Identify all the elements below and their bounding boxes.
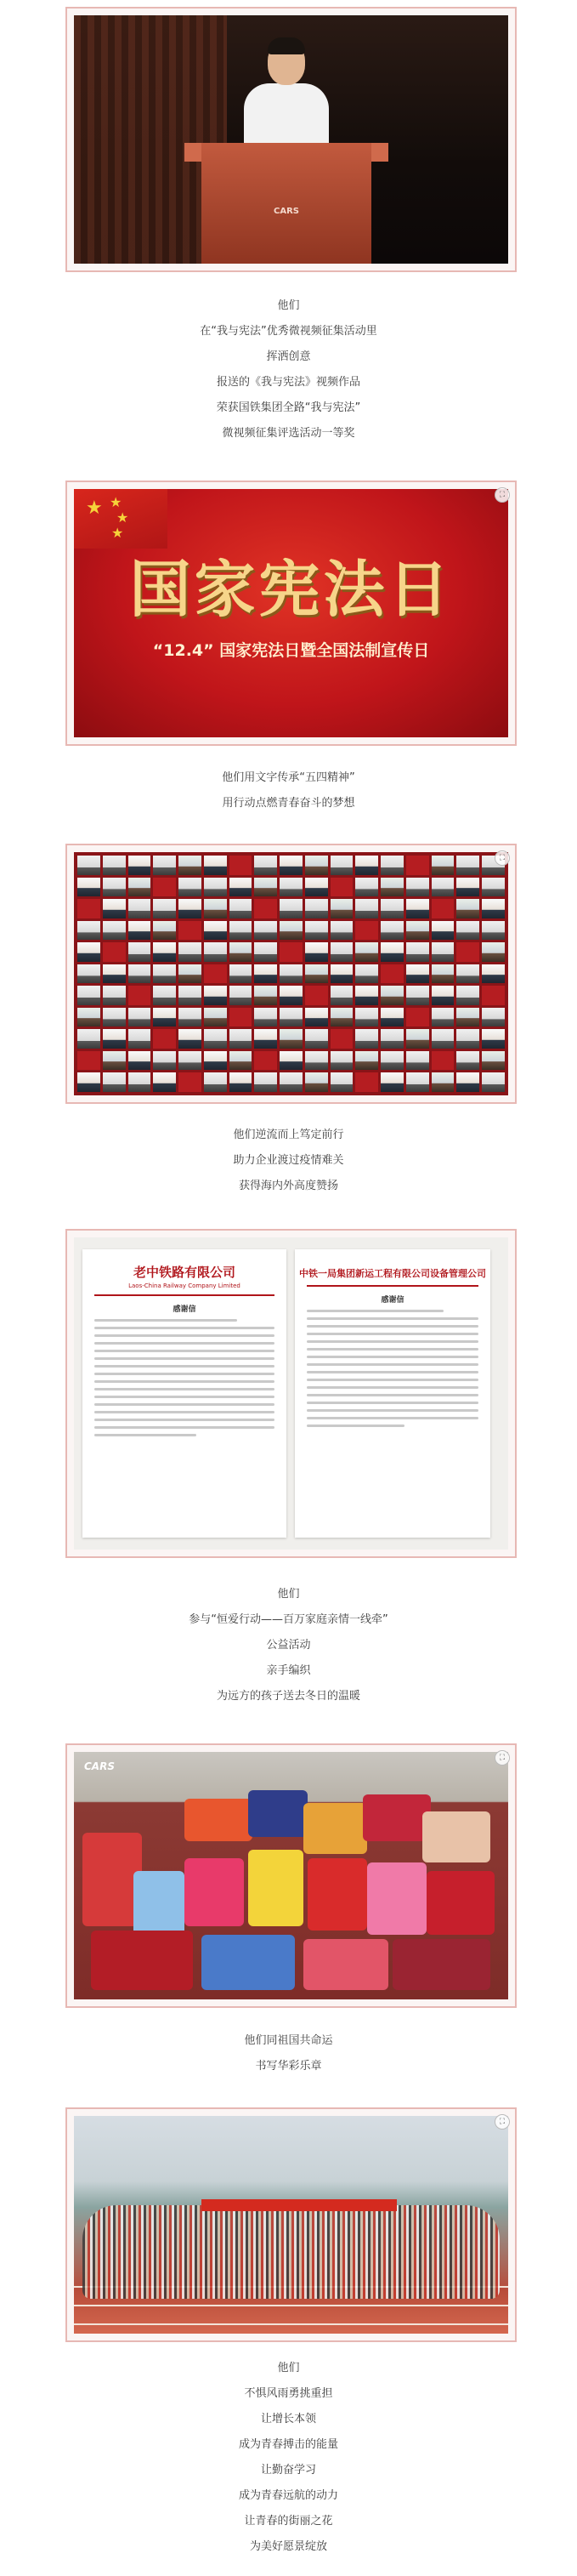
video-tile bbox=[128, 1008, 151, 1027]
video-tile bbox=[381, 942, 404, 962]
video-tile bbox=[153, 1051, 176, 1071]
photo-frame-constitution-day bbox=[65, 481, 517, 746]
video-tile bbox=[103, 1029, 126, 1049]
cars-logo: CARS bbox=[84, 1760, 115, 1772]
video-tile bbox=[280, 878, 303, 897]
video-tile bbox=[77, 986, 100, 1005]
video-tile bbox=[204, 1008, 227, 1027]
video-tile bbox=[254, 1072, 277, 1092]
video-tile bbox=[204, 878, 227, 897]
video-tile bbox=[456, 1029, 479, 1049]
video-tile bbox=[229, 1051, 252, 1071]
photo-frame-knitted-clothes bbox=[65, 1743, 517, 2008]
video-tile bbox=[432, 899, 455, 918]
video-tile bbox=[406, 899, 429, 918]
video-tile bbox=[381, 921, 404, 941]
video-tile bbox=[153, 942, 176, 962]
video-tile bbox=[153, 921, 176, 941]
video-tile bbox=[432, 1051, 455, 1071]
video-tile bbox=[305, 899, 328, 918]
video-tile bbox=[355, 899, 378, 918]
video-tile bbox=[331, 899, 354, 918]
video-tile bbox=[406, 921, 429, 941]
video-tile bbox=[331, 986, 354, 1005]
fullscreen-icon[interactable]: ⛶ bbox=[495, 850, 510, 866]
video-tile bbox=[254, 878, 277, 897]
letter-right: 中铁一局集团新运工程有限公司设备管理公司 感谢信 bbox=[295, 1249, 490, 1538]
video-tile bbox=[204, 1051, 227, 1071]
video-tile bbox=[153, 878, 176, 897]
video-tile bbox=[406, 1051, 429, 1071]
video-tile bbox=[128, 1051, 151, 1071]
video-tile bbox=[229, 1029, 252, 1049]
star-icon: ★ bbox=[111, 525, 124, 541]
video-tile bbox=[77, 878, 100, 897]
video-tile bbox=[432, 878, 455, 897]
banner-subtitle: “12.4” 国家宪法日暨全国法制宣传日 bbox=[152, 641, 430, 660]
video-tile bbox=[381, 986, 404, 1005]
video-tile bbox=[305, 1051, 328, 1071]
video-tile bbox=[254, 1029, 277, 1049]
photo-frame-speaker bbox=[65, 7, 517, 272]
video-tile bbox=[280, 1029, 303, 1049]
video-tile bbox=[103, 878, 126, 897]
video-tile bbox=[103, 921, 126, 941]
video-tile bbox=[229, 878, 252, 897]
video-tile bbox=[204, 942, 227, 962]
video-tile bbox=[229, 964, 252, 984]
video-tile bbox=[153, 964, 176, 984]
video-tile bbox=[280, 1008, 303, 1027]
video-tile bbox=[280, 1072, 303, 1092]
video-tile bbox=[432, 964, 455, 984]
video-tile bbox=[254, 986, 277, 1005]
video-tile bbox=[128, 986, 151, 1005]
constitution-day-banner bbox=[74, 489, 508, 737]
video-tile bbox=[204, 899, 227, 918]
video-tile bbox=[254, 921, 277, 941]
video-tile bbox=[77, 856, 100, 875]
video-tile bbox=[153, 1008, 176, 1027]
video-conference-grid bbox=[74, 852, 508, 1095]
video-tile bbox=[103, 1072, 126, 1092]
video-tile bbox=[355, 921, 378, 941]
video-tile bbox=[305, 986, 328, 1005]
photo-frame-letters bbox=[65, 1229, 517, 1558]
video-tile bbox=[77, 964, 100, 984]
video-tile bbox=[355, 1029, 378, 1049]
video-tile bbox=[178, 964, 201, 984]
video-tile bbox=[331, 878, 354, 897]
video-tile bbox=[482, 921, 505, 941]
video-tile bbox=[381, 964, 404, 984]
video-tile bbox=[456, 899, 479, 918]
video-tile bbox=[178, 942, 201, 962]
video-tile bbox=[355, 942, 378, 962]
video-tile bbox=[153, 1072, 176, 1092]
video-tile bbox=[482, 1051, 505, 1071]
video-tile bbox=[77, 1029, 100, 1049]
video-tile bbox=[204, 856, 227, 875]
video-tile bbox=[254, 856, 277, 875]
video-tile bbox=[229, 942, 252, 962]
video-tile bbox=[153, 856, 176, 875]
video-tile bbox=[432, 921, 455, 941]
caption-5: 他们同祖国共命运 书写华彩乐章 bbox=[244, 2034, 333, 2073]
video-tile bbox=[229, 921, 252, 941]
video-tile bbox=[77, 1008, 100, 1027]
video-tile bbox=[381, 856, 404, 875]
video-tile bbox=[381, 1072, 404, 1092]
video-tile bbox=[128, 942, 151, 962]
video-tile bbox=[432, 942, 455, 962]
caption-6: 他们 不惧风雨勇挑重担 让增长本领 成为青春搏击的能量 让勤奋学习 成为青春远航的动力 让青春的街丽之花 为美好愿景绽放 bbox=[238, 2362, 338, 2553]
caption-2: 他们用文字传承“五四精神” 用行动点燃青春奋斗的梦想 bbox=[222, 771, 355, 810]
fullscreen-icon[interactable]: ⛶ bbox=[495, 2114, 510, 2130]
video-tile bbox=[355, 1072, 378, 1092]
video-tile bbox=[456, 986, 479, 1005]
video-tile bbox=[355, 878, 378, 897]
video-tile bbox=[77, 1051, 100, 1071]
video-tile bbox=[178, 899, 201, 918]
video-tile bbox=[128, 1072, 151, 1092]
video-tile bbox=[305, 921, 328, 941]
video-tile bbox=[204, 1072, 227, 1092]
video-tile bbox=[128, 1029, 151, 1049]
letter-left: 老中铁路有限公司 Laos-China Railway Company Limited 感谢信 bbox=[82, 1249, 286, 1538]
video-tile bbox=[77, 1072, 100, 1092]
video-tile bbox=[178, 856, 201, 875]
photo-frame-video-wall bbox=[65, 844, 517, 1104]
video-tile bbox=[355, 856, 378, 875]
video-tile bbox=[381, 1008, 404, 1027]
video-tile bbox=[128, 899, 151, 918]
video-tile bbox=[305, 856, 328, 875]
video-tile bbox=[280, 1051, 303, 1071]
video-tile bbox=[482, 1008, 505, 1027]
video-tile bbox=[406, 878, 429, 897]
video-tile bbox=[153, 899, 176, 918]
video-tile bbox=[482, 964, 505, 984]
video-tile bbox=[456, 921, 479, 941]
video-tile bbox=[456, 1008, 479, 1027]
group-banner bbox=[201, 2199, 397, 2211]
video-tile bbox=[331, 942, 354, 962]
video-tile bbox=[406, 964, 429, 984]
video-tile bbox=[406, 1029, 429, 1049]
video-tile bbox=[456, 856, 479, 875]
speaker-photo bbox=[74, 15, 508, 264]
video-tile bbox=[331, 1072, 354, 1092]
video-tile bbox=[128, 856, 151, 875]
video-tile bbox=[128, 964, 151, 984]
video-tile bbox=[178, 1072, 201, 1092]
video-tile bbox=[331, 1029, 354, 1049]
video-tile bbox=[432, 1029, 455, 1049]
video-tile bbox=[229, 1008, 252, 1027]
video-tile bbox=[381, 1029, 404, 1049]
video-tile bbox=[482, 1072, 505, 1092]
video-tile bbox=[406, 856, 429, 875]
caption-3: 他们逆流而上笃定前行 助力企业渡过疫情难关 获得海内外高度赞扬 bbox=[233, 1129, 344, 1192]
video-tile bbox=[355, 986, 378, 1005]
video-tile bbox=[331, 856, 354, 875]
video-tile bbox=[77, 942, 100, 962]
video-tile bbox=[406, 986, 429, 1005]
video-tile bbox=[331, 964, 354, 984]
video-tile bbox=[432, 1008, 455, 1027]
video-tile bbox=[229, 899, 252, 918]
caption-1: 他们 在“我与宪法”优秀微视频征集活动里 挥洒创意 报送的《我与宪法》视频作品 荣获国铁集团全路“我与宪法” 微视频征集评选活动一等奖 bbox=[200, 299, 377, 440]
video-tile bbox=[103, 986, 126, 1005]
fullscreen-icon[interactable]: ⛶ bbox=[495, 1750, 510, 1766]
video-tile bbox=[204, 1029, 227, 1049]
video-tile bbox=[406, 1008, 429, 1027]
video-tile bbox=[229, 1072, 252, 1092]
podium-logo: CARS bbox=[274, 207, 299, 216]
video-tile bbox=[204, 964, 227, 984]
video-tile bbox=[331, 1008, 354, 1027]
video-tile bbox=[229, 856, 252, 875]
video-tile bbox=[355, 1008, 378, 1027]
video-tile bbox=[331, 1051, 354, 1071]
video-tile bbox=[456, 1072, 479, 1092]
video-tile bbox=[254, 942, 277, 962]
video-tile bbox=[305, 1008, 328, 1027]
video-tile bbox=[254, 1051, 277, 1071]
video-tile bbox=[254, 1008, 277, 1027]
video-tile bbox=[280, 986, 303, 1005]
knitted-clothes-photo bbox=[74, 1752, 508, 1999]
video-tile bbox=[103, 899, 126, 918]
video-tile bbox=[204, 986, 227, 1005]
video-tile bbox=[128, 878, 151, 897]
video-tile bbox=[305, 1029, 328, 1049]
video-tile bbox=[482, 899, 505, 918]
video-tile bbox=[103, 942, 126, 962]
video-tile bbox=[381, 1051, 404, 1071]
star-icon: ★ bbox=[116, 509, 129, 526]
video-tile bbox=[406, 942, 429, 962]
star-icon: ★ bbox=[86, 498, 103, 519]
video-tile bbox=[128, 921, 151, 941]
video-tile bbox=[229, 986, 252, 1005]
video-tile bbox=[103, 1051, 126, 1071]
video-tile bbox=[432, 1072, 455, 1092]
video-tile bbox=[305, 878, 328, 897]
video-tile bbox=[456, 942, 479, 962]
video-tile bbox=[456, 878, 479, 897]
photo-frame-group-photo bbox=[65, 2107, 517, 2342]
video-tile bbox=[331, 921, 354, 941]
video-tile bbox=[280, 856, 303, 875]
video-tile bbox=[280, 899, 303, 918]
video-tile bbox=[406, 1072, 429, 1092]
video-tile bbox=[103, 856, 126, 875]
video-tile bbox=[153, 986, 176, 1005]
video-tile bbox=[178, 878, 201, 897]
video-tile bbox=[77, 899, 100, 918]
thank-you-letters bbox=[74, 1237, 508, 1550]
video-tile bbox=[77, 921, 100, 941]
star-icon: ★ bbox=[110, 494, 122, 510]
video-tile bbox=[482, 986, 505, 1005]
video-tile bbox=[456, 964, 479, 984]
video-tile bbox=[456, 1051, 479, 1071]
crowd bbox=[82, 2205, 500, 2299]
video-tile bbox=[103, 964, 126, 984]
banner-title: 国家宪法日 bbox=[129, 553, 453, 625]
video-tile bbox=[254, 899, 277, 918]
video-tile bbox=[153, 1029, 176, 1049]
video-tile bbox=[381, 878, 404, 897]
fullscreen-icon[interactable]: ⛶ bbox=[495, 487, 510, 503]
video-tile bbox=[482, 942, 505, 962]
video-tile bbox=[482, 1029, 505, 1049]
video-tile bbox=[280, 921, 303, 941]
video-tile bbox=[305, 942, 328, 962]
video-tile bbox=[482, 878, 505, 897]
video-tile bbox=[280, 942, 303, 962]
video-tile bbox=[178, 986, 201, 1005]
video-tile bbox=[178, 921, 201, 941]
video-tile bbox=[381, 899, 404, 918]
video-tile bbox=[204, 921, 227, 941]
video-tile bbox=[178, 1051, 201, 1071]
video-tile bbox=[432, 856, 455, 875]
video-tile bbox=[280, 964, 303, 984]
video-tile bbox=[178, 1029, 201, 1049]
video-tile bbox=[305, 964, 328, 984]
video-tile bbox=[103, 1008, 126, 1027]
group-photo bbox=[74, 2116, 508, 2334]
video-tile bbox=[305, 1072, 328, 1092]
video-tile bbox=[432, 986, 455, 1005]
video-tile bbox=[355, 964, 378, 984]
video-tile bbox=[254, 964, 277, 984]
podium bbox=[201, 143, 371, 264]
video-tile bbox=[355, 1051, 378, 1071]
caption-4: 他们 参与“恒爱行动——百万家庭亲情一线牵” 公益活动 亲手编织 为远方的孩子送去冬日的温暖 bbox=[189, 1588, 388, 1703]
video-tile bbox=[178, 1008, 201, 1027]
